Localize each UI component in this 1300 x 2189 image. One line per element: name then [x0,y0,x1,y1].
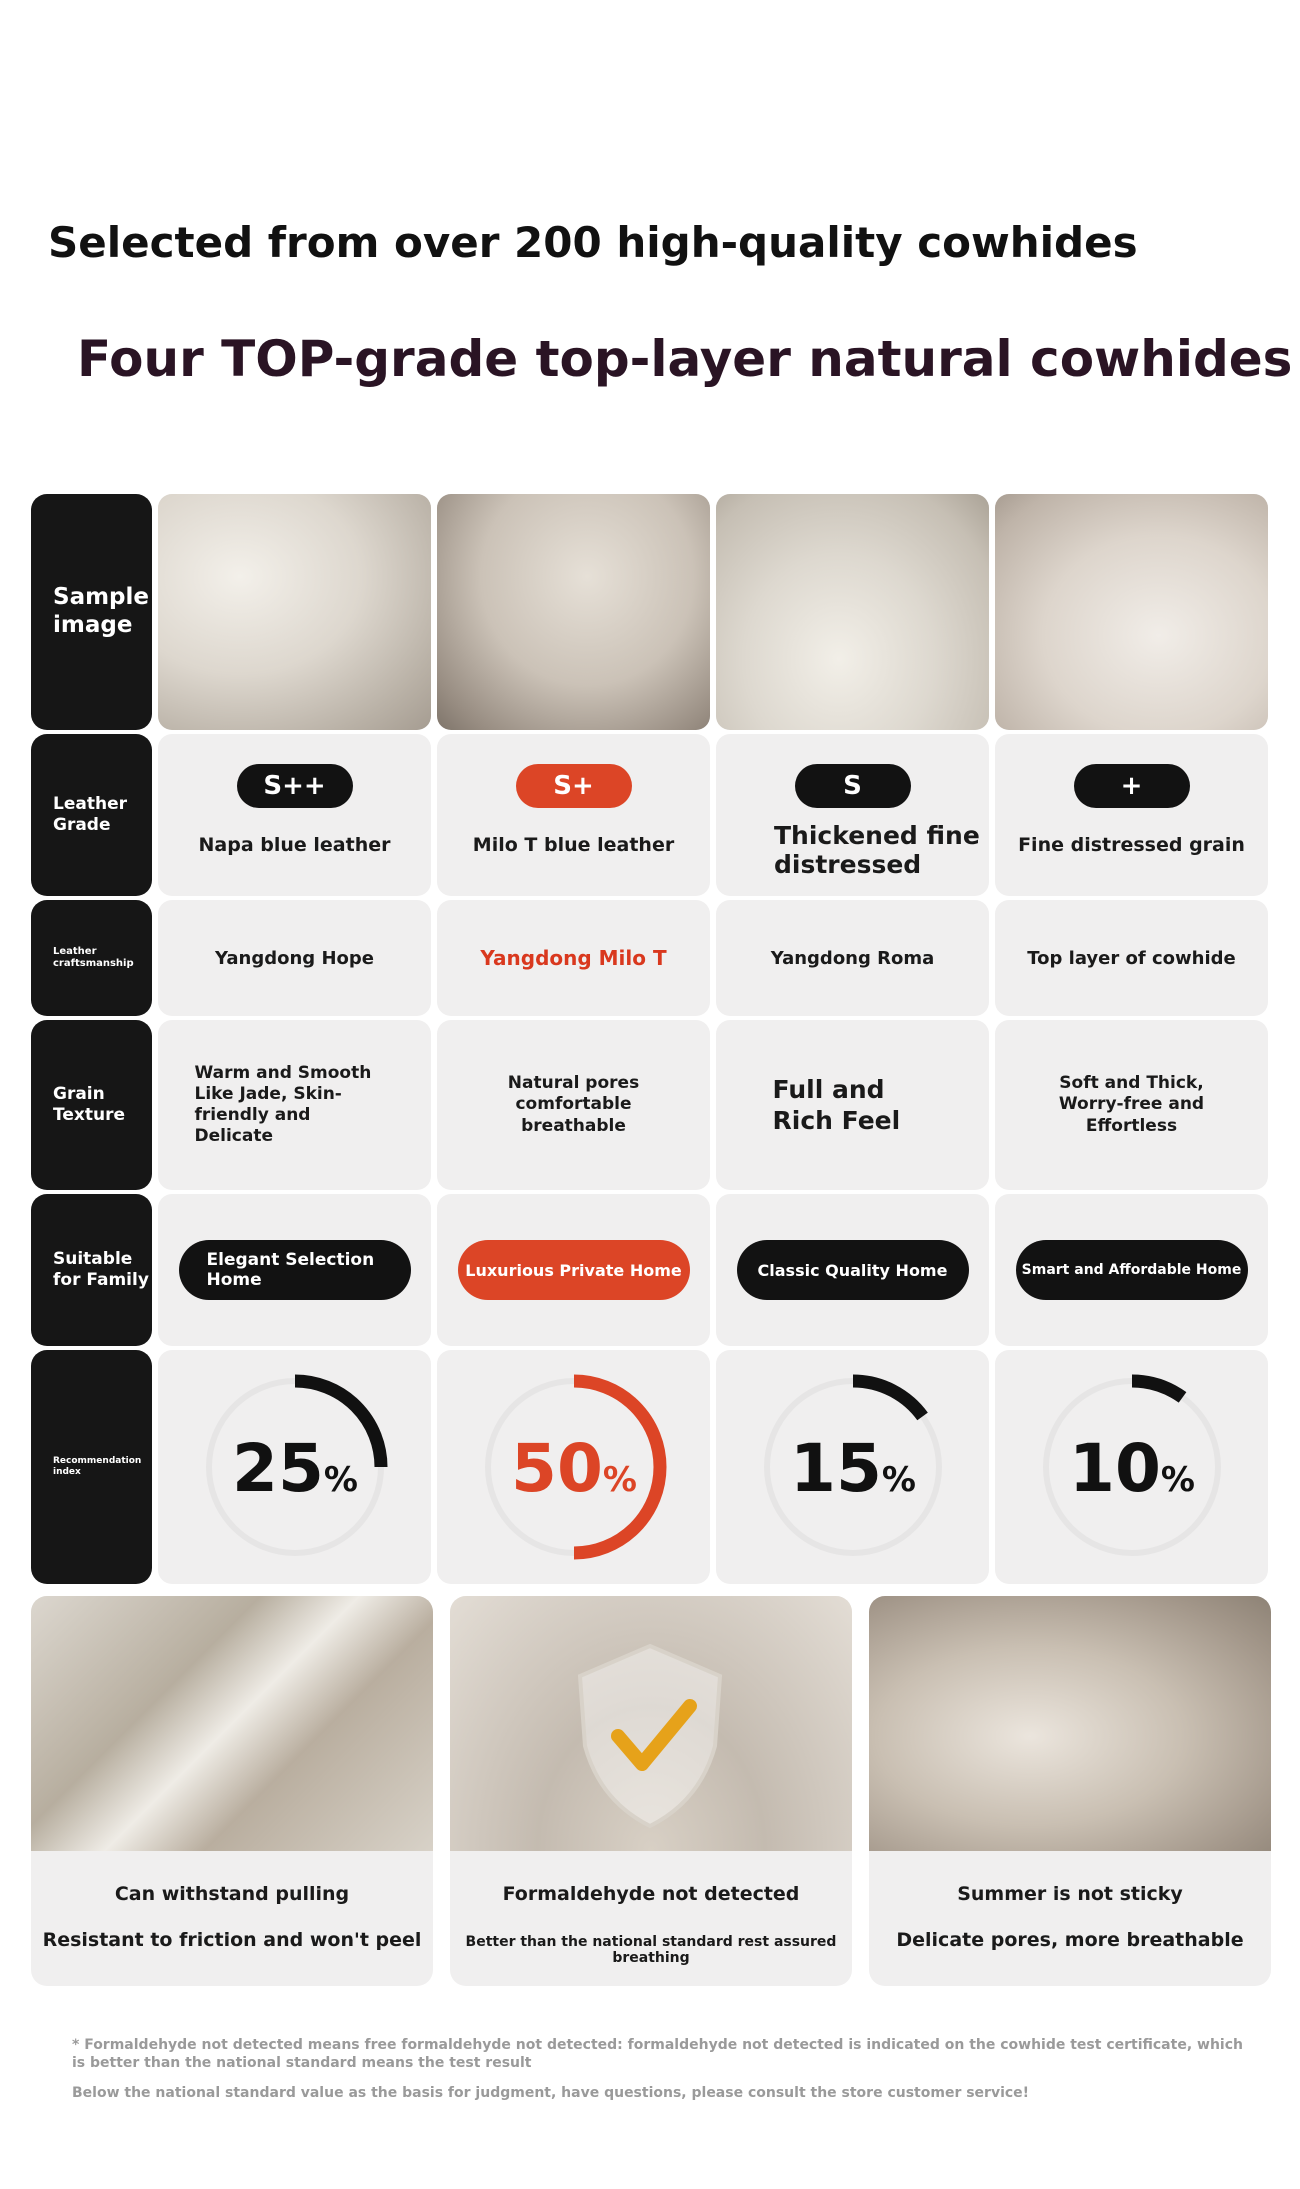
leather-swatch-image [995,494,1268,730]
grade-name: Thickened fine distressed [774,821,980,879]
feature-title: Summer is not sticky [957,1883,1183,1905]
leather-fold-image [869,1596,1271,1851]
recommendation-gauge [195,1367,395,1567]
leather-twist-image [31,1596,433,1851]
family-pill: Elegant Selection Home [179,1240,411,1300]
recommendation-gauge [474,1367,674,1567]
family-pill: Luxurious Private Home [458,1240,690,1300]
family-cell-1 [158,1194,431,1346]
recommendation-gauge [1032,1367,1232,1567]
grain-text: Natural pores comfortable breathable [507,1073,640,1136]
leather-swatch-image [437,494,710,730]
row-header-recommendation: Recommendation index [31,1350,152,1584]
row-leather-grade [31,734,1271,896]
family-cell-4 [995,1194,1268,1346]
grade-badge: S+ [516,764,632,808]
gauge-value [232,1430,358,1507]
row-header-craft: Leather craftsmanship [31,900,152,1016]
grade-badge: + [1074,764,1190,808]
shield-check-icon [560,1636,740,1836]
grade-name: Napa blue leather [198,834,391,856]
feature-card-formaldehyde [450,1596,852,1986]
craft-cell-4 [995,900,1268,1016]
grade-badge: S++ [237,764,353,808]
grain-text: Full and Rich Feel [772,1074,901,1135]
page-title: Selected from over 200 high-quality cowhides [48,218,1138,267]
row-grain-texture [31,1020,1271,1190]
gauge-number: 25 [231,1430,324,1507]
gauge-arc [853,1381,923,1416]
craft-text: Yangdong Hope [215,947,374,969]
gauge-percent-sign: % [1160,1460,1195,1500]
grade-name: Fine distressed grain [1018,834,1245,856]
sample-cell-2 [437,494,710,730]
sample-cell-3 [716,494,989,730]
grade-badge: S [795,764,911,808]
gauge-percent-sign: % [602,1460,637,1500]
sample-cell-4 [995,494,1268,730]
footnote-disclaimer: * Formaldehyde not detected means free formaldehyde not detected: formaldehyde not detected is indicated on the cowhide test certificate, which is better than the national standard means the test result [72,2037,1243,2072]
craft-text: Yangdong Milo T [480,946,667,970]
gauge-number: 10 [1068,1430,1161,1507]
gauge-value [511,1430,637,1507]
grain-cell-2 [437,1020,710,1190]
leather-swatch-image [158,494,431,730]
craft-cell-2 [437,900,710,1016]
family-cell-3 [716,1194,989,1346]
grain-cell-4 [995,1020,1268,1190]
grade-cell-4 [995,734,1268,896]
gauge-value [1069,1430,1195,1507]
recommendation-cell-1 [158,1350,431,1584]
grade-name: Milo T blue leather [472,834,675,856]
grade-cell-1 [158,734,431,896]
gauge-percent-sign: % [323,1460,358,1500]
page-subtitle: Four TOP-grade top-layer natural cowhides [77,330,1293,388]
feature-card-pulling [31,1596,433,1986]
grain-text: Warm and Smooth Like Jade, Skin-friendly and Delicate [194,1062,372,1147]
recommendation-cell-4 [995,1350,1268,1584]
gauge-number: 15 [789,1430,882,1507]
row-recommendation [31,1350,1271,1584]
feature-cards [31,1596,1271,1986]
family-pill: Classic Quality Home [737,1240,969,1300]
sample-cell-1 [158,494,431,730]
gauge-number: 50 [510,1430,603,1507]
grade-cell-2 [437,734,710,896]
gauge-arc [1132,1381,1183,1397]
grain-cell-3 [716,1020,989,1190]
row-header-sample: Sample image [31,494,152,730]
recommendation-gauge [753,1367,953,1567]
row-sample-image [31,494,1271,730]
grain-cell-1 [158,1020,431,1190]
row-header-grade: Leather Grade [31,734,152,896]
craft-cell-3 [716,900,989,1016]
feature-title: Formaldehyde not detected [502,1883,800,1905]
row-header-family: Suitable for Family [31,1194,152,1346]
row-header-grain: Grain Texture [31,1020,152,1190]
craft-cell-1 [158,900,431,1016]
feature-title: Can withstand pulling [114,1883,350,1905]
gauge-value [790,1430,916,1507]
comparison-table [31,494,1271,1588]
feature-subtitle: Delicate pores, more breathable [896,1929,1244,1951]
row-suitable-family [31,1194,1271,1346]
recommendation-cell-3 [716,1350,989,1584]
craft-text: Yangdong Roma [770,947,935,969]
gauge-percent-sign: % [881,1460,916,1500]
family-cell-2 [437,1194,710,1346]
footnote-service: Below the national standard value as the basis for judgment, have questions, please consult the store customer service! [72,2085,1030,2101]
leather-swatch-image [716,494,989,730]
recommendation-cell-2 [437,1350,710,1584]
feature-card-breathable [869,1596,1271,1986]
feature-subtitle: Better than the national standard rest assured breathing [465,1934,837,1966]
grain-text: Soft and Thick, Worry-free and Effortless [1058,1073,1205,1136]
craft-text: Top layer of cowhide [1027,947,1236,969]
family-pill: Smart and Affordable Home [1016,1240,1248,1300]
row-craftsmanship [31,900,1271,1016]
grade-cell-3 [716,734,989,896]
feature-subtitle: Resistant to friction and won't peel [42,1929,422,1951]
